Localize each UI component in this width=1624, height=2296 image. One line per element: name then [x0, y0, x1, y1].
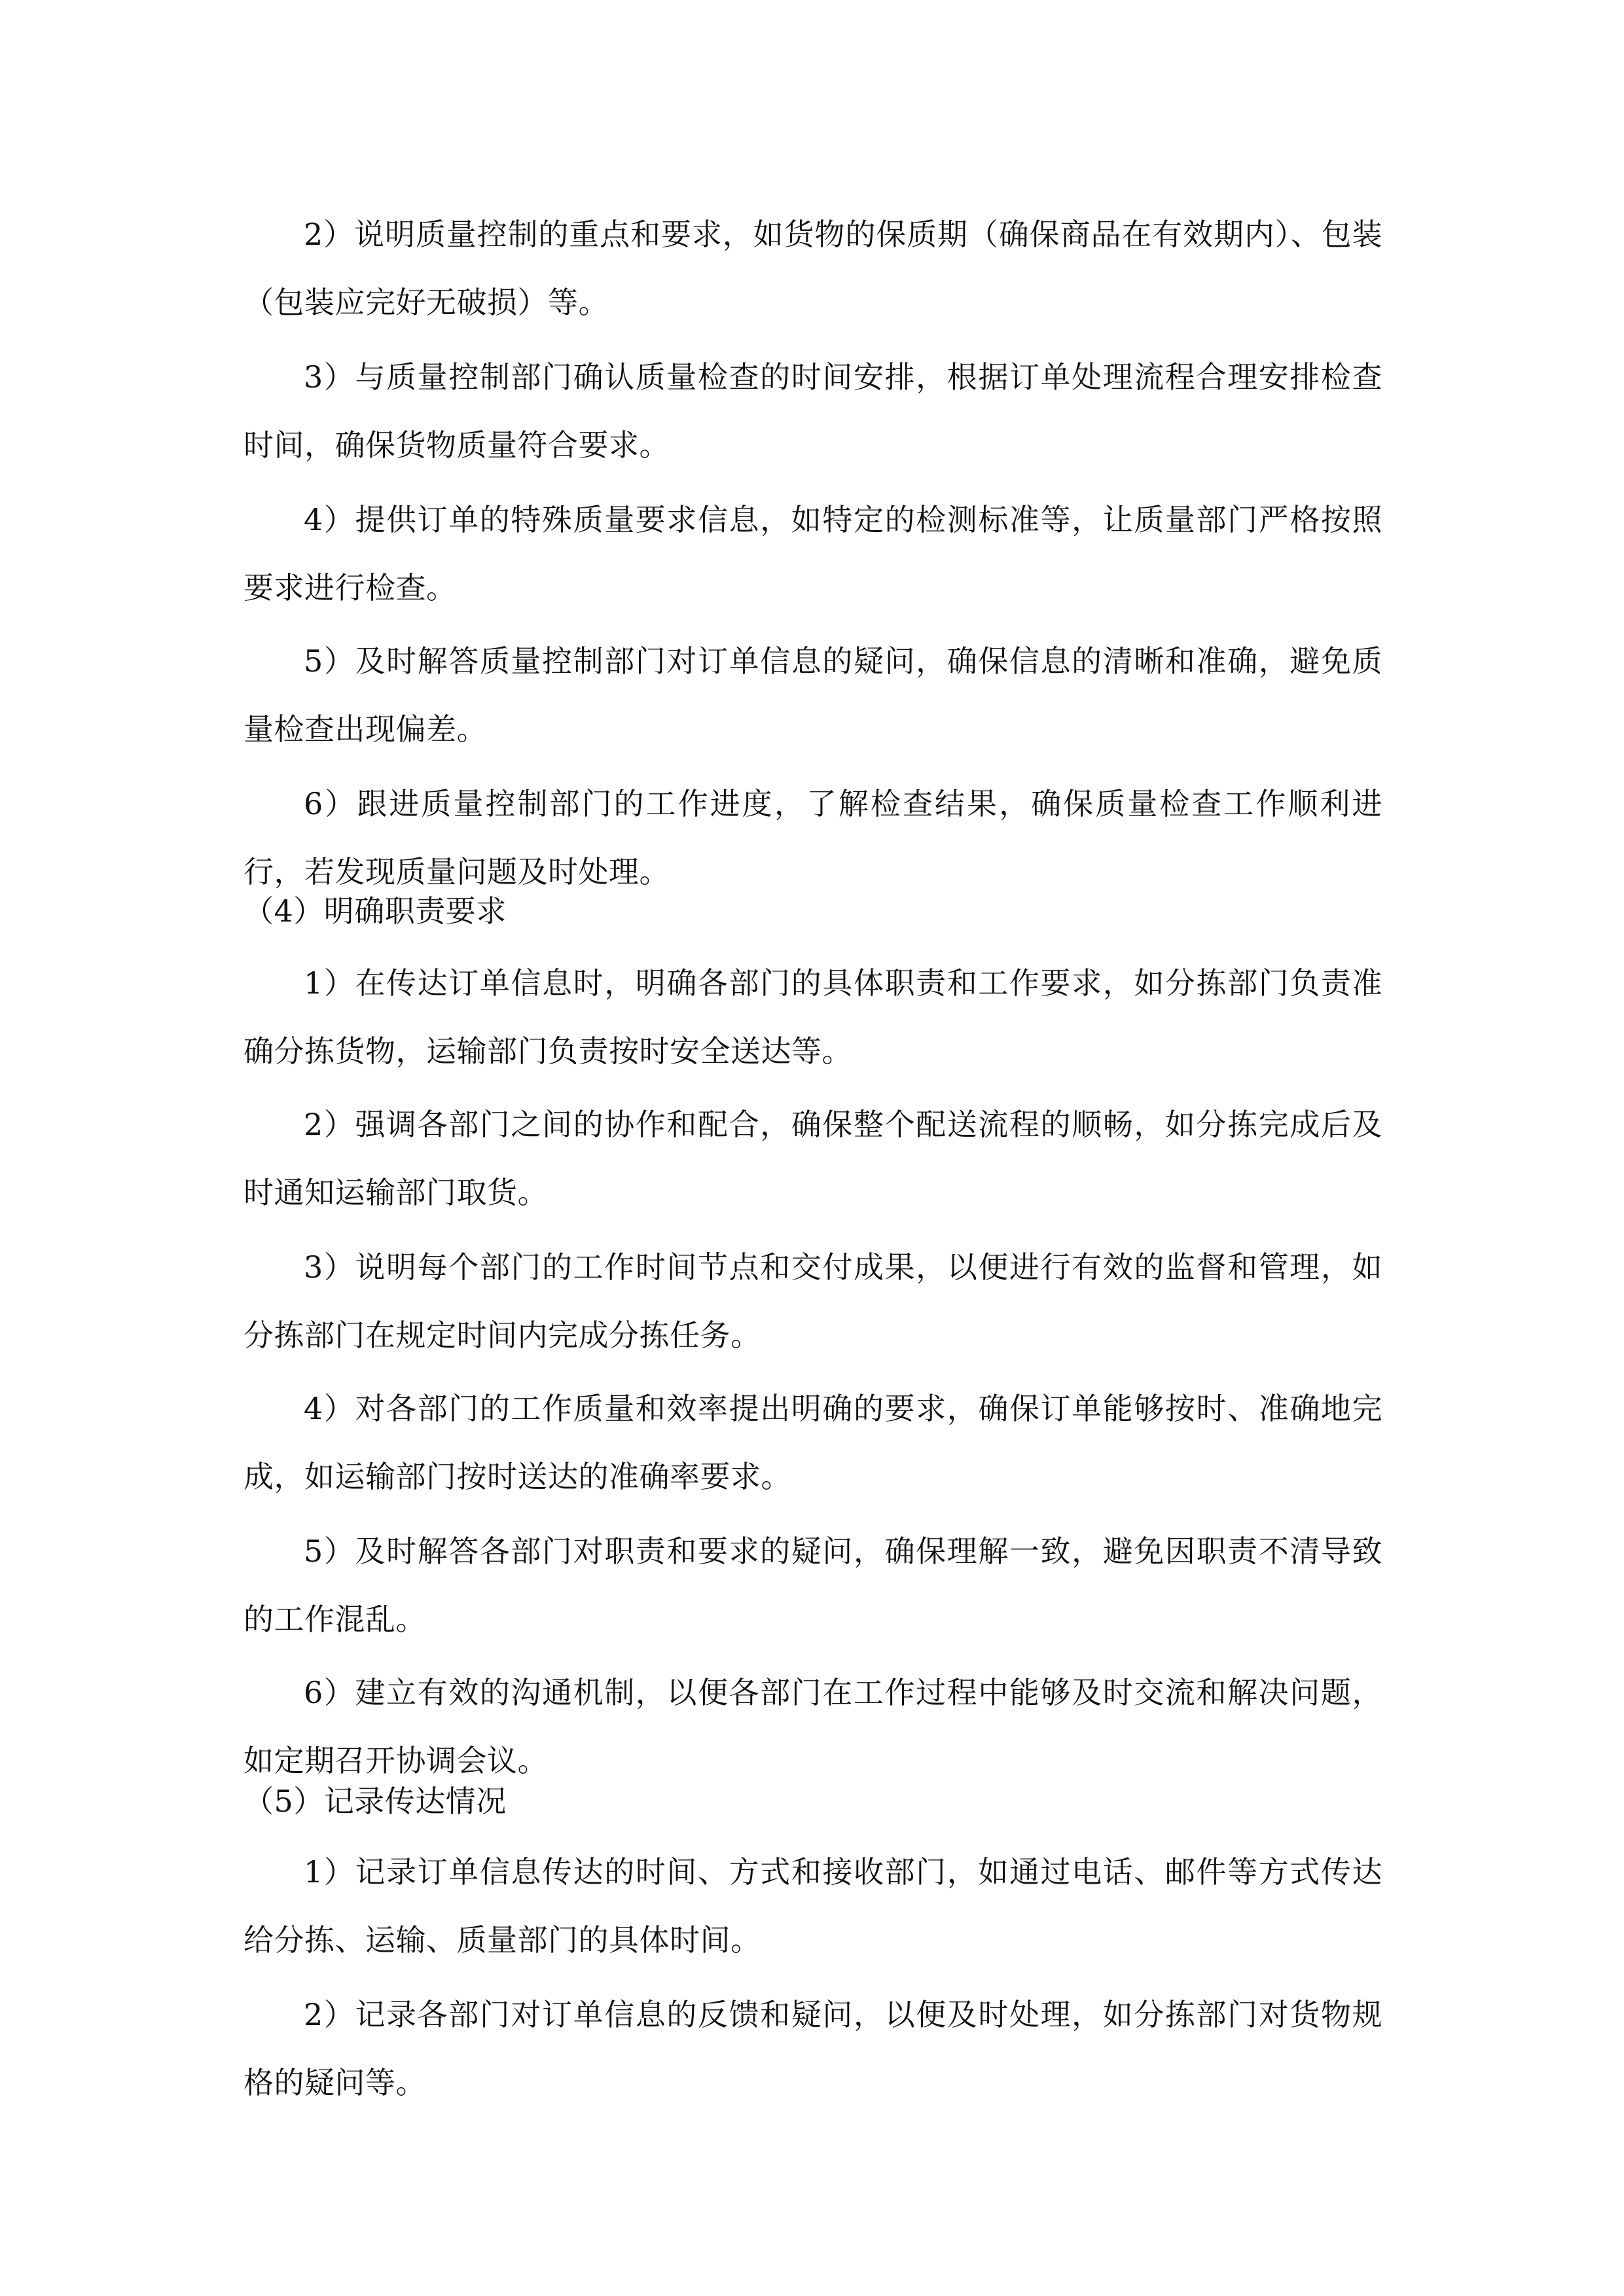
paragraph: 1）在传达订单信息时，明确各部门的具体职责和工作要求，如分拣部门负责准确分拣货物，运输部门负责按时安全送达等。 — [244, 965, 1382, 1069]
paragraph: 2）记录各部门对订单信息的反馈和疑问，以便及时处理，如分拣部门对货物规格的疑问等。 — [244, 1997, 1382, 2100]
paragraph: 6）建立有效的沟通机制，以便各部门在工作过程中能够及时交流和解决问题，如定期召开协调会议。 — [244, 1675, 1382, 1778]
paragraph: 4）对各部门的工作质量和效率提出明确的要求，确保订单能够按时、准确地完成，如运输部门按时送达的准确率要求。 — [244, 1391, 1382, 1494]
section-heading: （5）记录传达情况 — [244, 1784, 507, 1819]
paragraph: 5）及时解答质量控制部门对订单信息的疑问，确保信息的清晰和准确，避免质量检查出现偏差。 — [244, 643, 1382, 747]
paragraph: 1）记录订单信息传达的时间、方式和接收部门，如通过电话、邮件等方式传达给分拣、运输、质量部门的具体时间。 — [244, 1854, 1382, 1958]
paragraph: 2）说明质量控制的重点和要求，如货物的保质期（确保商品在有效期内）、包装（包装应完好无破损）等。 — [244, 217, 1382, 320]
section-heading: （4）明确职责要求 — [244, 893, 507, 929]
document-page — [244, 0, 1382, 2296]
paragraph: 4）提供订单的特殊质量要求信息，如特定的检测标准等，让质量部门严格按照要求进行检查。 — [244, 502, 1382, 605]
paragraph: 3）说明每个部门的工作时间节点和交付成果，以便进行有效的监督和管理，如分拣部门在规定时间内完成分拣任务。 — [244, 1249, 1382, 1353]
paragraph: 3）与质量控制部门确认质量检查的时间安排，根据订单处理流程合理安排检查时间，确保货物质量符合要求。 — [244, 359, 1382, 463]
paragraph: 2）强调各部门之间的协作和配合，确保整个配送流程的顺畅，如分拣完成后及时通知运输部门取货。 — [244, 1107, 1382, 1210]
paragraph: 5）及时解答各部门对职责和要求的疑问，确保理解一致，避免因职责不清导致的工作混乱。 — [244, 1534, 1382, 1637]
paragraph: 6）跟进质量控制部门的工作进度，了解检查结果，确保质量检查工作顺利进行，若发现质量问题及时处理。 — [244, 786, 1382, 889]
